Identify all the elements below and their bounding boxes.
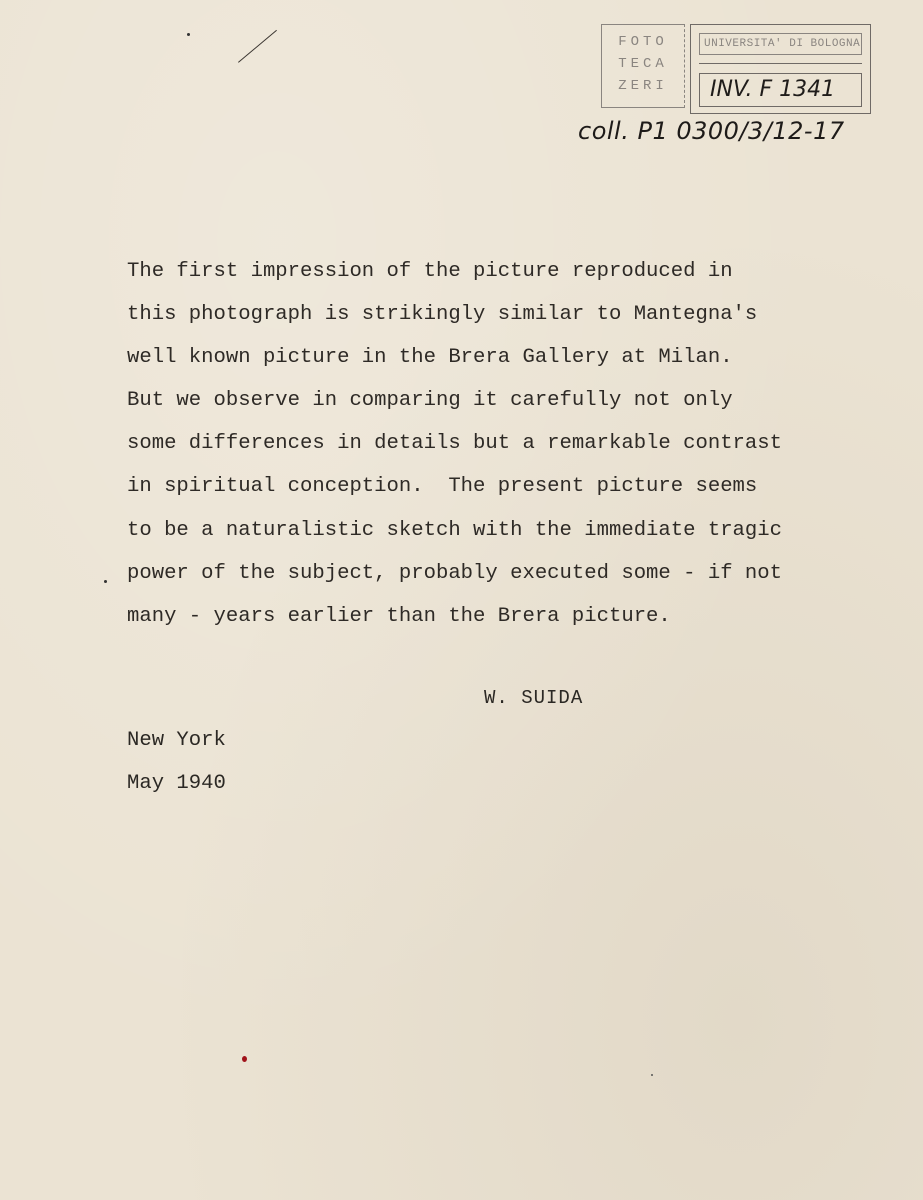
text-line: power of the subject, probably executed some - if not bbox=[127, 561, 782, 585]
text-line: this photograph is strikingly similar to Mantegna's bbox=[127, 303, 758, 327]
fototeca-stamp bbox=[601, 24, 685, 108]
red-speck bbox=[242, 1056, 247, 1062]
stamp-line: TECA bbox=[618, 56, 668, 72]
text-line: some differences in details but a remarkable contrast bbox=[127, 432, 782, 456]
inventory-number: INV. F 1341 bbox=[699, 73, 862, 107]
text-line: in spiritual conception. The present picture seems bbox=[127, 475, 758, 499]
text-line: The first impression of the picture reproduced in bbox=[127, 260, 733, 283]
stamp-divider bbox=[699, 63, 862, 64]
university-stamp bbox=[690, 24, 871, 114]
typed-paragraph bbox=[127, 250, 847, 638]
ink-speck bbox=[104, 580, 107, 583]
university-header: UNIVERSITA' DI BOLOGNA bbox=[699, 33, 862, 55]
author-signature: W. SUIDA bbox=[484, 687, 584, 709]
handwritten-collection-ref: coll. P1 0300/3/12-17 bbox=[578, 117, 845, 145]
place-line: New York bbox=[127, 729, 226, 752]
stamp-line: ZERI bbox=[618, 78, 668, 94]
text-line: to be a naturalistic sketch with the immediate tragic bbox=[127, 518, 782, 542]
ink-speck bbox=[187, 33, 190, 36]
stamp-line: FOTO bbox=[618, 34, 668, 50]
text-line: many - years earlier than the Brera picture. bbox=[127, 604, 671, 628]
text-line: well known picture in the Brera Gallery at Milan. bbox=[127, 346, 733, 370]
pen-scratch-mark bbox=[238, 30, 277, 63]
date-line: May 1940 bbox=[127, 772, 226, 795]
text-line: But we observe in comparing it carefully not only bbox=[127, 389, 733, 413]
ink-speck bbox=[651, 1074, 653, 1076]
